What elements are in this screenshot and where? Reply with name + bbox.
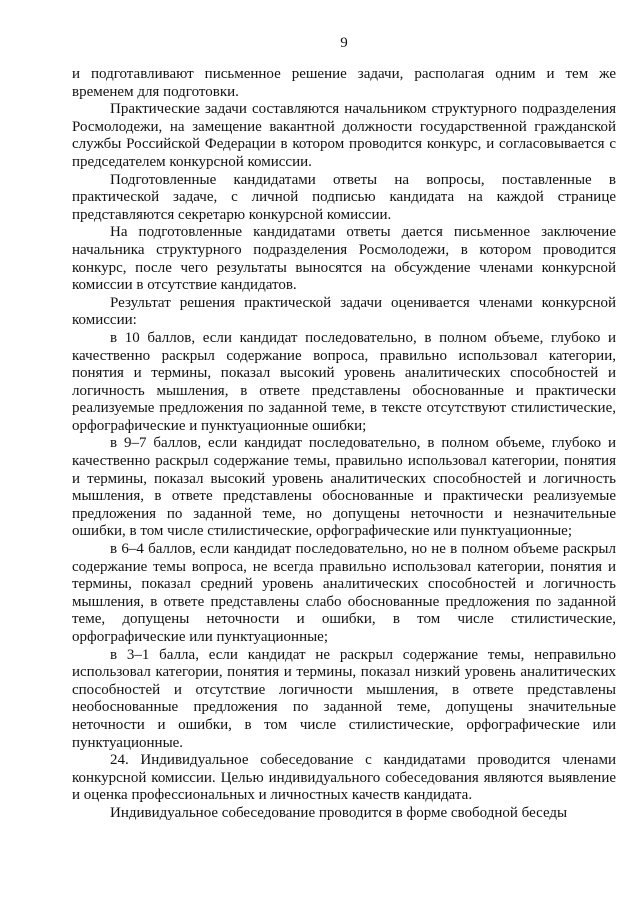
paragraph: в 9–7 баллов, если кандидат последовательно, в полном объеме, глубоко и качественно раскрыл содержание темы, правильно использовал категории, понятия и термины, показал высокий уровень аналитических способностей и логичность мышления, в ответе представлены обоснованные и практически реализуемые предложения по заданной теме, но допущены неточности и незначительные ошибки, в том числе стилистические, орфографические или пунктуационные; bbox=[72, 435, 616, 540]
document-body bbox=[72, 66, 616, 823]
paragraph: Практические задачи составляются начальником структурного подразделения Росмолодежи, на замещение вакантной должности государственной гражданской службы Российской Федерации в котором проводится конкурс, и согласовывается с председателем конкурсной комиссии. bbox=[72, 101, 616, 170]
paragraph: в 3–1 балла, если кандидат не раскрыл содержание темы, неправильно использовал категории, понятия и термины, показал низкий уровень аналитических способностей и отсутствие логичности мышления, в ответе представлены необоснованные предложения по заданной теме, допущены значительные неточности и ошибки, в том числе стилистические, орфографические или пунктуационные. bbox=[72, 646, 616, 751]
paragraph: в 10 баллов, если кандидат последовательно, в полном объеме, глубоко и качественно раскрыл содержание вопроса, правильно использовал категории, понятия и термины, показал высокий уровень аналитических способностей и логичность мышления, в ответе представлены обоснованные и практически реализуемые предложения по заданной теме, в тексте отсутствуют стилистические, орфографические и пунктуационные ошибки; bbox=[72, 329, 616, 434]
paragraph: Результат решения практической задачи оценивается членами конкурсной комиссии: bbox=[72, 294, 616, 329]
page-number: 9 bbox=[340, 35, 348, 51]
paragraph-continuation: и подготавливают письменное решение задачи, располагая одним и тем же временем для подготовки. bbox=[72, 66, 616, 100]
paragraph-last: Индивидуальное собеседование проводится в форме свободной беседы bbox=[110, 804, 568, 821]
paragraph: 24. Индивидуальное собеседование с кандидатами проводится членами конкурсной комиссии. Целью индивидуального собеседования являются выявление и оценка профессиональных и личностных качеств кандидата. bbox=[72, 752, 616, 804]
paragraph: Подготовленные кандидатами ответы на вопросы, поставленные в практической задаче, с личной подписью кандидата на каждой странице представляются секретарю конкурсной комиссии. bbox=[72, 171, 616, 223]
paragraph: На подготовленные кандидатами ответы дается письменное заключение начальника структурного подразделения Росмолодежи, в котором проводится конкурс, после чего результаты выносятся на обсуждение членами конкурсной комиссии в отсутствие кандидатов. bbox=[72, 224, 616, 294]
paragraph: в 6–4 баллов, если кандидат последовательно, но не в полном объеме раскрыл содержание темы вопроса, не всегда правильно использовал категории, понятия и термины, показал средний уровень аналитических способностей и логичность мышления, в ответе представлены слабо обоснованные предложения по заданной теме, допущены неточности и ошибки, в том числе стилистические, орфографические или пунктуационные; bbox=[72, 541, 616, 645]
